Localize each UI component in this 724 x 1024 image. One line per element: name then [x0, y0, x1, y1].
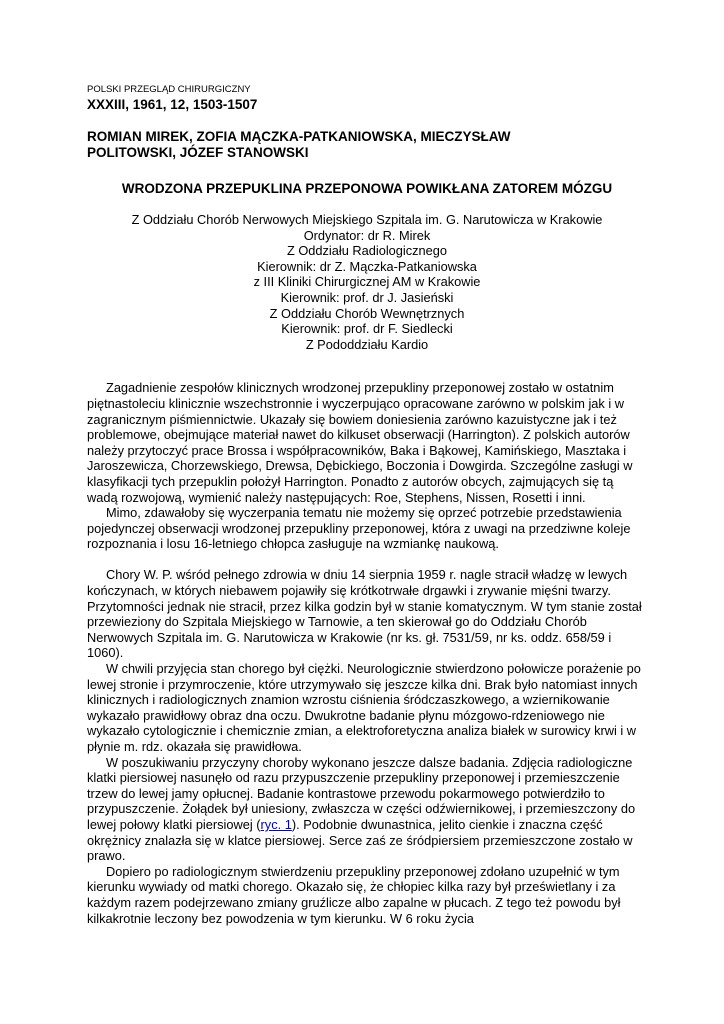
- paragraph-admission-state: W chwili przyjęcia stan chorego był ciężki. Neurologicznie stwierdzono połowicze porażenie po lewej stronie i przymroczenie, które utrzymywało się jeszcze kilka dni. Brak było natomiast innych klinicznych i radiologicznych znamion wzrostu ciśnienia śródczaszkowego, a wziernikowanie wykazało prawidłowy obraz dna oczu. Dwukrotne badanie płynu mózgowo-rdzeniowego nie wykazało cytologicznie i chemicznie zmian, a elektroforetyczna analiza białek w surowicy krwi i w płynie m. rdz. okazała się prawidłowa.: [87, 661, 641, 754]
- article-title: WRODZONA PRZEPUKLINA PRZEPONOWA POWIKŁANA ZATOREM MÓZGU: [121, 181, 613, 196]
- affiliation-line: Kierownik: dr Z. Mączka-Patkaniowska: [257, 258, 477, 274]
- paragraph-motivation: Mimo, zdawałoby się wyczerpania tematu nie możemy się oprzeć potrzebie przedstawienia pojedynczej obserwacji wrodzonej przepukliny przeponowej, która z uwagi na przedziwne koleje rozpoznania i losu 16-letniego chłopca zasługuje na wzmiankę naukową.: [87, 505, 631, 552]
- authors-line-1: ROMIAN MIREK, ZOFIA MĄCZKA-PATKANIOWSKA, MIECZYSŁAW: [87, 129, 511, 144]
- paragraph-radiology-text-start: W poszukiwaniu przyczyny choroby wykonano jeszcze dalsze badania. Zdjęcia radiologiczne klatki piersiowej nasunęło od razu przypuszczenie przepukliny przeponowej i przemieszczenie trzew do lewej jamy opłucnej. Badanie kontrastowe przewodu pokarmowego potwierdziło to przypuszczenie. Żołądek był uniesiony, zwłaszcza w części odźwiernikowej, i przemieszczony do lewej połowy klatki piersiowej (: [87, 754, 636, 832]
- affiliation-line: Ordynator: dr R. Mirek: [303, 227, 431, 243]
- authors: [87, 129, 647, 161]
- paragraph-intro: Zagadnienie zespołów klinicznych wrodzonej przepukliny przeponowej zostało w ostatnim piętnastoleciu klinicznie wszechstronnie i wyczerpująco opracowane zarówno w polskim jak i w zagranicznym piśmiennictwie. Ukazały się bowiem doniesienia zarówno kazuistyczne jak i też problemowe, obejmujące materiał nawet do kilkuset obserwacji (Harrington). Z polskich autorów należy przytoczyć prace Brossa i współpracowników, Baka i Bąkowej, Kamińskiego, Masztaka i Jaroszewicza, Chorzewskiego, Drewsa, Dębickiego, Boczonia i Dowgirda. Szczególne zasługi w klasyfikacji tych przepuklin położył Harrington. Ponadto z autorów obcych, zajmujących się tą wadą rozwojową, wymienić należy następujących: Roe, Stephens, Nissen, Rosetti i inni.: [87, 380, 633, 505]
- affiliation-line: Z Pododdziału Kardio: [305, 336, 429, 352]
- affiliation-line: Z Oddziału Chorób Nerwowych Miejskiego Szpitala im. G. Narutowicza w Krakowie: [131, 212, 603, 227]
- paragraph-case-history: Chory W. P. wśród pełnego zdrowia w dniu 14 sierpnia 1959 r. nagle stracił władzę w lewych kończynach, w których niebawem pojawiły się krótkotrwałe drgawki i zrywanie mięśni twarzy. Przytomności jednak nie stracił, przez kilka godzin był w stanie komatycznym. W tym stanie został przewieziony do Szpitala Miejskiego w Tarnowie, a ten skierował go do Oddziału Chorób Nerwowych Szpitala im. G. Narutowicza w Krakowie (nr ks. gł. 7531/59, nr ks. oddz. 658/59 i 1060).: [87, 567, 642, 661]
- article-page: [87, 84, 647, 926]
- affiliations: [87, 212, 647, 352]
- affiliation-line: Kierownik: prof. dr F. Siedlecki: [281, 321, 453, 337]
- paragraph-anamnesis: Dopiero po radiologicznym stwierdzeniu przepukliny przeponowej zdołano uzupełnić w tym kierunku wywiady od matki chorego. Okazało się, że chłopiec kilka razy był prześwietlany i za każdym razem podejrzewano zmiany gruźlicze albo zapalne w płucach. Z tego też powodu był kilkakrotnie leczony bez powodzenia w tym kierunku. W 6 roku życia: [87, 863, 621, 926]
- affiliation-line: z III Kliniki Chirurgicznej AM w Krakowie: [253, 274, 481, 290]
- journal-name: POLSKI PRZEGLĄD CHIRURGICZNY: [87, 84, 251, 95]
- affiliation-line: Z Oddziału Radiologicznego: [286, 243, 448, 259]
- affiliation-line: Kierownik: prof. dr J. Jasieński: [280, 289, 454, 305]
- volume-citation: XXXIII, 1961, 12, 1503-1507: [87, 97, 258, 112]
- authors-line-2: POLITOWSKI, JÓZEF STANOWSKI: [87, 145, 309, 160]
- paragraph-radiology-text-end: ). Podobnie dwunastnica, jelito cienkie i znaczna część okrężnicy znalazła się w klatce piersiowej. Serce zaś ze śródpiersiem przemieszczone zostało w prawo.: [87, 816, 633, 864]
- paragraph-radiology: [87, 755, 647, 864]
- affiliation-line: Z Oddziału Chorób Wewnętrznych: [269, 305, 465, 321]
- article-body: [87, 380, 647, 926]
- figure-1-link[interactable]: ryc. 1: [260, 816, 292, 832]
